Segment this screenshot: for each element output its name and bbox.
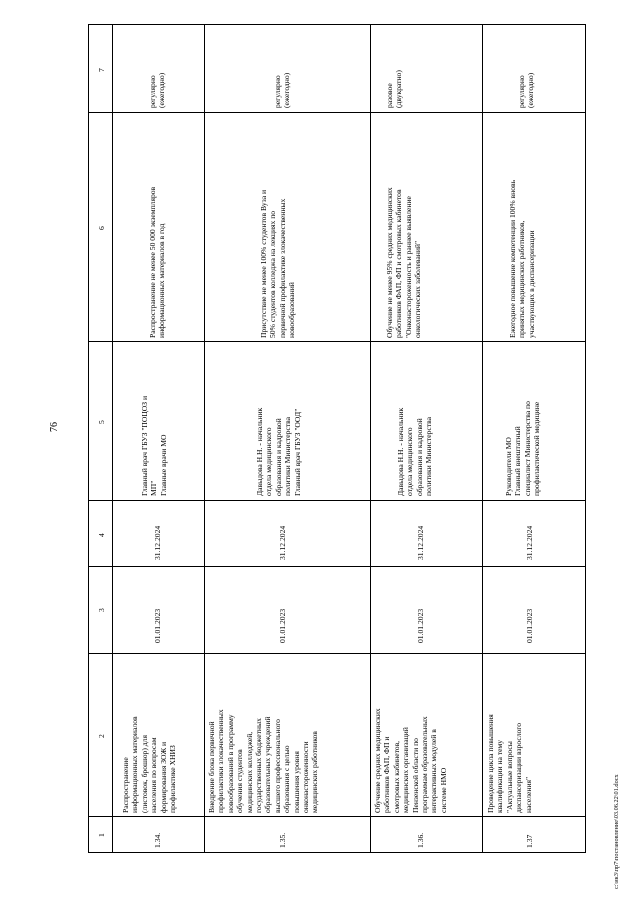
period-cell: регулярно (ежегодно) <box>517 72 536 108</box>
responsible-cell: Давыдова Н.Н. - начальник отдела медицинского образования и кадровой политики Министерства <box>396 407 434 496</box>
period-cell: регулярно (ежегодно) <box>148 72 167 108</box>
end-date-cell: 31.12.2024 <box>153 525 162 560</box>
result-cell: Присутствие не менее 100% студентов Вуза и 50% студентов колледжа на лекциях по первичной профилактике злокачественных новообразований <box>259 189 297 338</box>
table-rule <box>482 24 483 853</box>
table-rule <box>88 653 586 654</box>
responsible-cell: Давыдова Н.Н. - начальник отдела медицинского образования и кадровой политики Министерства Главный врач ГБУЗ "ООД" <box>255 407 302 496</box>
table-rule <box>88 341 586 342</box>
header-cell: 5 <box>97 420 106 424</box>
end-date-cell: 31.12.2024 <box>525 525 534 560</box>
row-number: 1.34. <box>153 832 162 848</box>
header-cell: 1 <box>97 833 106 837</box>
activity-cell: Внедрение блока первичной профилактики злокачественных новообразований в программу обучения студентов медицинских колледжей, государственных бюджетных образовательных учреждений высшего профессионального образования с целью повышения уровня онконастороженности медицинских работников <box>207 709 320 813</box>
file-path-footer: c:\ик3\пр7\постановление\03.06.22\01.docx <box>613 774 620 889</box>
table-rule <box>88 816 586 817</box>
result-cell: Распространение не менее 50 000 экземпляров информационных материалов в год <box>148 186 167 338</box>
period-cell: разовое (двукратно) <box>385 70 404 108</box>
table-rule <box>88 852 586 853</box>
table-rule <box>204 24 205 853</box>
start-date-cell: 01.01.2023 <box>278 608 287 643</box>
table-rule <box>88 24 89 853</box>
header-cell: 6 <box>97 226 106 230</box>
activity-cell: Распространение информационных материалов (листовок, брошюр) для населения по вопросам формирования ЗОЖ и профилактике ХНИЗ <box>121 716 178 813</box>
header-cell: 4 <box>97 533 106 537</box>
table-rule <box>88 112 586 113</box>
header-cell: 2 <box>97 734 106 738</box>
table-rule <box>112 24 113 853</box>
activity-cell: Обучение средних медицинских работников ФАП, ФП и смотровых кабинетов, медицинских организаций Пензенской области по программам образовательных интерактивных модулей в системе НМО <box>373 708 448 813</box>
page-number: 76 <box>49 422 60 432</box>
responsible-cell: Руководители МО Главный внештатный специалист Министерства по профилактической медицине <box>504 401 542 496</box>
table-rule <box>88 500 586 501</box>
end-date-cell: 31.12.2024 <box>416 525 425 560</box>
start-date-cell: 01.01.2023 <box>416 608 425 643</box>
result-cell: Обучение не менее 95% средних медицинских работников ФАП, ФП и смотровых кабинетов "Онконастороженность и раннее выявление онкологических заболеваний" <box>385 187 423 338</box>
end-date-cell: 31.12.2024 <box>278 525 287 560</box>
row-number: 1.35. <box>278 832 287 848</box>
table-rule <box>88 24 586 25</box>
row-number: 1.36. <box>416 832 425 848</box>
header-cell: 7 <box>97 68 106 72</box>
table-rule <box>88 566 586 567</box>
period-cell: регулярно (ежегодно) <box>273 72 292 108</box>
start-date-cell: 01.01.2023 <box>525 608 534 643</box>
table-rule <box>585 24 586 853</box>
row-number: 1.37 <box>525 834 534 848</box>
start-date-cell: 01.01.2023 <box>153 608 162 643</box>
header-cell: 3 <box>97 608 106 612</box>
responsible-cell: Главный врач ГБУЗ "ПОЦОЗ и МП" Главные врачи МО <box>140 395 168 496</box>
result-cell: Ежегодное повышение компетенции 100% вновь принятых медицинских работников, участвующих в диспансеризации <box>508 179 536 338</box>
activity-cell: Проведение цикла повышения квалификации на тему "Актуальные вопросы диспансеризации взрослого населения" <box>486 714 533 813</box>
table-rule <box>370 24 371 853</box>
